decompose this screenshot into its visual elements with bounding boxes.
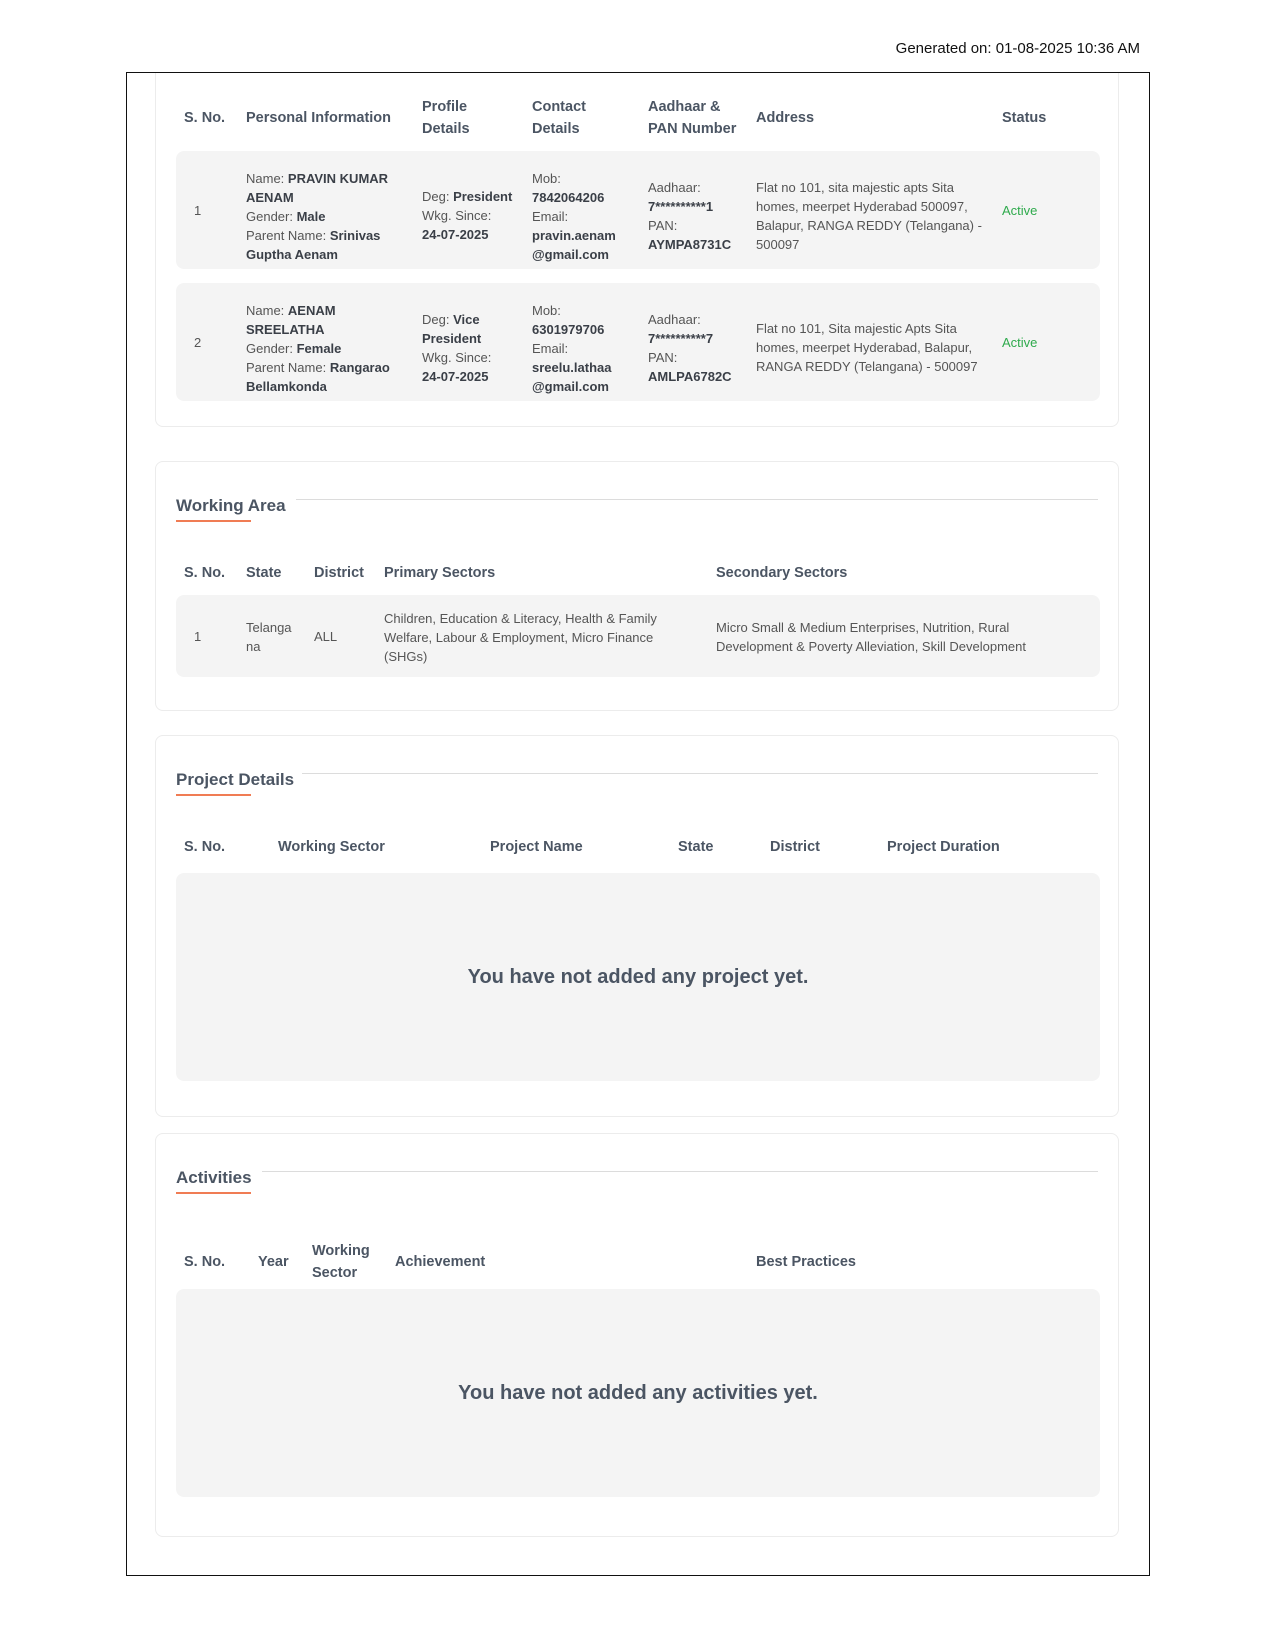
member-name-line1: PRAVIN KUMAR (287, 171, 389, 186)
title-underline (176, 520, 251, 522)
member-address (756, 178, 1006, 254)
pan-label: PAN: (648, 350, 678, 365)
name-label: Name: (246, 171, 288, 186)
project-details-title-text: Project Details (176, 770, 295, 789)
member-contact-details (532, 169, 644, 264)
wa-state-line1: Telanga (246, 620, 292, 635)
title-divider (302, 773, 1098, 774)
member-contact-details (532, 301, 644, 396)
address-line: Balapur, RANGA REDDY (Telangana) - (756, 218, 982, 233)
address-line: RANGA REDDY (Telangana) - 500097 (756, 359, 978, 374)
mob-label: Mob: (532, 303, 561, 318)
status-badge: Active (1002, 203, 1038, 218)
member-name-line2: AENAM (246, 190, 294, 205)
member-aadhaar-pan (648, 178, 753, 254)
member-email-line2: @gmail.com (532, 247, 609, 262)
member-aadhaar: 7**********1 (648, 199, 714, 214)
member-parent-first: Rangarao (329, 360, 390, 375)
member-designation: President (453, 189, 513, 204)
projects-empty-state (176, 873, 1100, 1081)
wa-state-line2: na (246, 639, 261, 654)
working-area-title (176, 496, 286, 516)
header-profile-details (422, 96, 470, 140)
wa-secondary-sectors (716, 618, 1076, 656)
header-primary-sectors: Primary Sectors (384, 565, 496, 581)
deg-label: Deg: (422, 312, 454, 327)
header-profile-line2: Details (422, 121, 470, 137)
member-name-line1: AENAM (287, 303, 336, 318)
email-label: Email: (532, 209, 569, 224)
member-profile-details (422, 310, 527, 386)
header-status: Status (1002, 110, 1047, 126)
report-frame (126, 72, 1150, 1576)
primary-sector-line: Welfare, Labour & Employment, Micro Finance (384, 630, 654, 645)
header-project-duration: Project Duration (887, 839, 1000, 855)
gender-label: Gender: (246, 209, 297, 224)
wa-district: ALL (314, 629, 338, 644)
mob-label: Mob: (532, 171, 561, 186)
header-sno: S. No. (184, 110, 226, 126)
activities-title (176, 1168, 252, 1188)
deg-label: Deg: (422, 189, 454, 204)
header-year: Year (258, 1254, 289, 1270)
member-pan: AYMPA8731C (648, 237, 732, 252)
header-aadhaar-pan (648, 96, 736, 140)
secondary-sector-line: Micro Small & Medium Enterprises, Nutrition, Rural (716, 620, 1010, 635)
member-row (176, 151, 1100, 269)
member-parent-rest: Guptha Aenam (246, 247, 338, 262)
activities-card (155, 1133, 1119, 1537)
address-line: 500097 (756, 237, 800, 252)
header-state: State (246, 565, 282, 581)
title-underline (176, 1192, 251, 1194)
activities-empty-message: You have not added any activities yet. (458, 1381, 818, 1404)
member-designation-line1: Vice (453, 312, 480, 327)
working-area-row (176, 595, 1100, 677)
wa-primary-sectors (384, 609, 704, 666)
header-personal-information: Personal Information (246, 110, 392, 126)
header-working-line2: Sector (312, 1265, 358, 1281)
parent-label: Parent Name: (246, 360, 330, 375)
member-pan: AMLPA6782C (648, 369, 732, 384)
header-working-line1: Working (312, 1243, 370, 1259)
address-line: homes, meerpet Hyderabad 500097, (756, 199, 968, 214)
working-area-card (155, 461, 1119, 711)
activities-title-text: Activities (176, 1168, 252, 1187)
project-details-title (176, 770, 294, 790)
header-sno: S. No. (184, 1254, 226, 1270)
header-district: District (314, 565, 364, 581)
email-label: Email: (532, 341, 569, 356)
address-line: Flat no 101, sita majestic apts Sita (756, 180, 954, 195)
member-email-line2: @gmail.com (532, 379, 609, 394)
header-sno: S. No. (184, 839, 226, 855)
header-contact-line2: Details (532, 121, 580, 137)
member-personal-info (246, 169, 406, 264)
header-district: District (770, 839, 820, 855)
header-profile-line1: Profile (422, 99, 468, 115)
header-secondary-sectors: Secondary Sectors (716, 565, 848, 581)
project-details-card (155, 735, 1119, 1117)
member-email-line1: sreelu.lathaa (532, 360, 612, 375)
member-designation-line2: President (422, 331, 482, 346)
title-divider (296, 499, 1098, 500)
member-email-line1: pravin.aenam (532, 228, 616, 243)
member-aadhaar-pan (648, 310, 753, 386)
member-sno: 2 (194, 335, 202, 350)
member-since: 24-07-2025 (422, 369, 489, 384)
activities-empty-state (176, 1289, 1100, 1497)
header-working-sector: Working Sector (278, 839, 385, 855)
gender-label: Gender: (246, 341, 297, 356)
header-address: Address (756, 110, 815, 126)
header-sno: S. No. (184, 565, 226, 581)
member-since: 24-07-2025 (422, 227, 489, 242)
primary-sector-line: Children, Education & Literacy, Health & Family (384, 611, 657, 626)
generated-timestamp: Generated on: 01-08-2025 10:36 AM (895, 40, 1140, 57)
working-area-title-text: Working Area (176, 496, 286, 515)
member-row (176, 283, 1100, 401)
address-line: homes, meerpet Hyderabad, Balapur, (756, 340, 973, 355)
since-label: Wkg. Since: (422, 350, 492, 365)
title-divider (262, 1171, 1098, 1172)
member-profile-details (422, 187, 527, 244)
secondary-sector-line: Development & Poverty Alleviation, Skill Development (716, 639, 1026, 654)
parent-label: Parent Name: (246, 228, 330, 243)
header-state: State (678, 839, 714, 855)
header-achievement: Achievement (395, 1254, 486, 1270)
wa-state (246, 618, 292, 656)
member-name-line2: SREELATHA (246, 322, 325, 337)
status-badge: Active (1002, 335, 1038, 350)
projects-empty-message: You have not added any project yet. (467, 965, 809, 988)
member-mobile: 6301979706 (532, 322, 605, 337)
header-best-practices: Best Practices (756, 1254, 856, 1270)
member-gender: Female (296, 341, 342, 356)
member-personal-info (246, 301, 406, 396)
member-parent-rest: Bellamkonda (246, 379, 327, 394)
primary-sector-line: (SHGs) (384, 649, 428, 664)
wa-sno: 1 (194, 629, 202, 644)
aadhaar-label: Aadhaar: (648, 180, 701, 195)
name-label: Name: (246, 303, 288, 318)
aadhaar-label: Aadhaar: (648, 312, 701, 327)
member-gender: Male (296, 209, 326, 224)
header-contact-line1: Contact (532, 99, 586, 115)
members-card (155, 73, 1119, 427)
header-project-name: Project Name (490, 839, 583, 855)
header-aadhaar-line1: Aadhaar & (648, 99, 721, 115)
member-parent-first: Srinivas (329, 228, 381, 243)
header-contact-details (532, 96, 586, 140)
header-aadhaar-line2: PAN Number (648, 121, 737, 137)
since-label: Wkg. Since: (422, 208, 492, 223)
address-line: Flat no 101, Sita majestic Apts Sita (756, 321, 957, 336)
header-working-sector (312, 1240, 370, 1284)
title-underline (176, 794, 251, 796)
pan-label: PAN: (648, 218, 678, 233)
member-aadhaar: 7**********7 (648, 331, 714, 346)
member-mobile: 7842064206 (532, 190, 605, 205)
member-sno: 1 (194, 203, 202, 218)
member-address (756, 319, 1006, 376)
